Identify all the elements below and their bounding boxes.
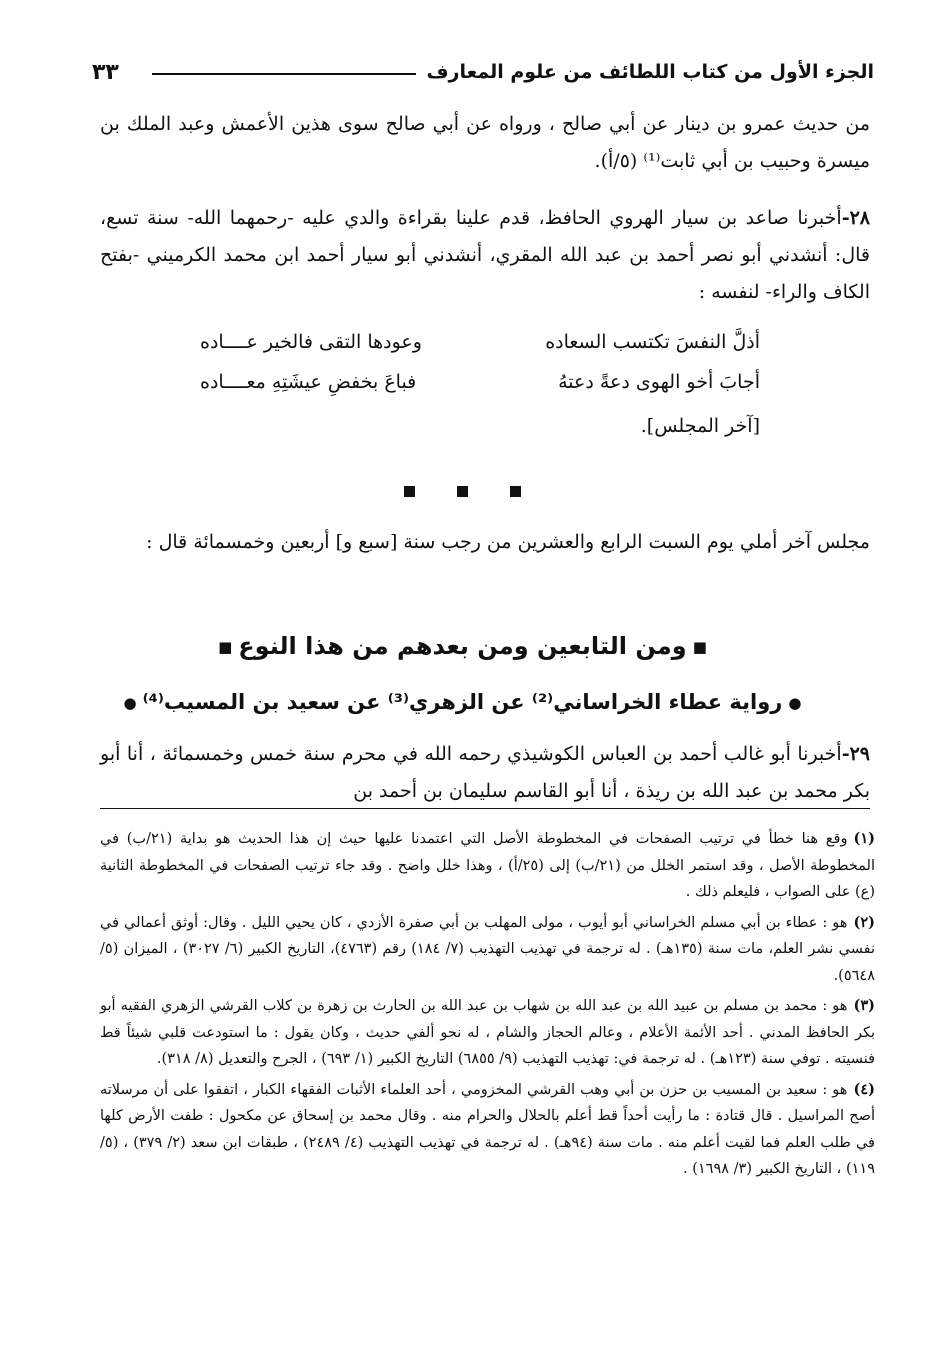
poem-line-2 (200, 364, 760, 400)
section-heading-text: ومن التابعين ومن بعدهم من هذا النوع (238, 632, 687, 660)
heading-square-icon: ■ (692, 638, 707, 656)
section-separator (0, 486, 925, 497)
paragraph-text (100, 200, 870, 311)
footnote-4 (100, 1077, 875, 1183)
hadith-number: ٢٩- (841, 743, 870, 765)
footnote-2 (100, 910, 875, 990)
paragraph-continuation (100, 106, 870, 180)
header-rule (152, 73, 416, 75)
hadith-text: أخبرنا صاعد بن سيار الهروي الحافظ، قدم علينا بقراءة والدي عليه -رحمهما الله- سنة تسع، قال: أنشدني أبو نصر أحمد بن عبد الله المقري، أنشدني أبو سيار أحمد ابن محمد الكرميني -بفتح الكاف والراء- لنفسه : (100, 207, 870, 303)
running-header (92, 52, 874, 92)
paragraph-text (100, 736, 870, 810)
paragraph-new-session (100, 524, 870, 561)
footnotes (100, 826, 875, 1187)
verse-second-hemistich: وعودها التقى فالخير عــــاده (200, 331, 422, 353)
footnote-number: (٤) (853, 1080, 875, 1098)
footnote-text: هو : عطاء بن أبي مسلم الخراساني أبو أيوب ، مولى المهلب بن أبي صفرة الأزدي ، كان يحيي الليل . وقال: أوثق أعمالي في نفسي نشر العلم، مات سنة (١٣٥هـ) . له ترجمة في تهذيب التهذيب (٧/ ١٨٤) رقم (٤٧٦٣)، التاريخ الكبير (٦/ ٣٠٢٧) ، الميزان (٥/ ٥٦٤٨). (100, 914, 876, 984)
verse-first-hemistich: أجابَ أخو الهوى دعةً دعتهُ (558, 371, 760, 393)
heading-bullet-icon: ● (123, 694, 137, 712)
header-title: الجزء الأول من كتاب اللطائف من علوم المعارف (426, 61, 874, 83)
footnote-text: هو : محمد بن مسلم بن عبيد الله بن عبد الله بن شهاب بن عبد الله بن الحارث بن زهرة بن كلاب القرشي الزهري الفقيه أبو بكر الحافظ المدني . أحد الأئمة الأعلام ، وعالم الحجاز والشام ، له نحو ألفي حديث ، وكان يقول : ما استودعت قلبي شيئاً قط فنسيته . توفي سنة (١٢٣هـ) . له ترجمة في: تهذيب التهذيب (٩/ ٦٨٥٥) التاريخ الكبير (١/ ٦٩٣) ، الجرح والتعديل (٨/ ٣١٨). (100, 998, 875, 1067)
paragraph-text: مجلس آخر أملي يوم السبت الرابع والعشرين من رجب سنة [سبع و] أربعين وخمسمائة قال : (146, 531, 870, 553)
separator-square (404, 486, 415, 497)
paragraph-29 (100, 736, 870, 810)
paragraph-28 (100, 200, 870, 311)
subsection-heading (0, 690, 925, 714)
verse-second-hemistich: فباعَ بخفضِ عيشَتِهِ معــــاده (200, 371, 417, 393)
page-number: ٣٣ (92, 59, 119, 85)
heading-square-icon: ■ (218, 638, 233, 656)
heading-bullet-icon: ● (788, 694, 802, 712)
separator-square (457, 486, 468, 497)
poem-line-1 (200, 324, 760, 360)
section-heading (0, 632, 925, 660)
verse-first-hemistich: أذلَّ النفسَ تكتسب السعاده (545, 331, 760, 353)
footnote-number: (٣) (853, 997, 875, 1014)
footnote-number: (٢) (853, 913, 875, 931)
separator-square (510, 486, 521, 497)
hadith-number: ٢٨- (841, 207, 870, 229)
end-note-text: [آخر المجلس]. (640, 415, 760, 437)
footnote-number: (١) (853, 830, 875, 847)
paragraph-text: من حديث عمرو بن دينار عن أبي صالح ، ورواه عن أبي صالح سوى هذين الأعمش وعبد الملك بن ميسرة وحبيب بن أبي ثابت⁽¹⁾ (٥/أ). (100, 113, 870, 172)
footnote-1 (100, 826, 875, 906)
footnote-text: هو : سعيد بن المسيب بن حزن بن أبي وهب القرشي المخزومي ، أحد العلماء الأثبات الفقهاء الكبار ، اتفقوا على أن مرسلاته أصح المراسيل . قال قتادة : ما رأيت أحداً قط أعلم بالحلال والحرام منه . وقال محمد بن إسحاق عن مكحول : طفت الأرض كلها في طلب العلم فما لقيت أعلم منه . مات سنة (٩٤هـ) . له ترجمة في تهذيب التهذيب (٤/ ٢٤٨٩) ، طبقات ابن سعد (٢/ ٣٧٩) ، (٥/ ١١٩) ، التاريخ الكبير (٣/ ١٦٩٨) . (100, 1081, 875, 1177)
subsection-heading-text: رواية عطاء الخراساني⁽²⁾ عن الزهري⁽³⁾ عن سعيد بن المسيب⁽⁴⁾ (142, 690, 783, 714)
hadith-text: أخبرنا أبو غالب أحمد بن العباس الكوشيذي رحمه الله في محرم سنة خمس وخمسمائة ، أنا أبو بكر محمد بن عبد الله بن ريذة ، أنا أبو القاسم سليمان بن أحمد بن (100, 743, 870, 802)
session-end-note (560, 408, 760, 445)
footnote-text: وقع هنا خطأ في ترتيب الصفحات في المخطوطة الأصل التي اعتمدنا عليها حيث إن هذا الحديث هو بداية (٢١/ب) في المخطوطة الأصل ، وقد استمر الخلل من (٢١/ب) إلى (٢٥/أ) ، وهذا خلل واضح . وقد جاء ترتيب الصفحات في المخطوطة الثانية (ع) على الصواب ، فليعلم ذلك . (100, 831, 875, 900)
footnote-separator-rule (100, 808, 870, 809)
footnote-3 (100, 993, 875, 1073)
